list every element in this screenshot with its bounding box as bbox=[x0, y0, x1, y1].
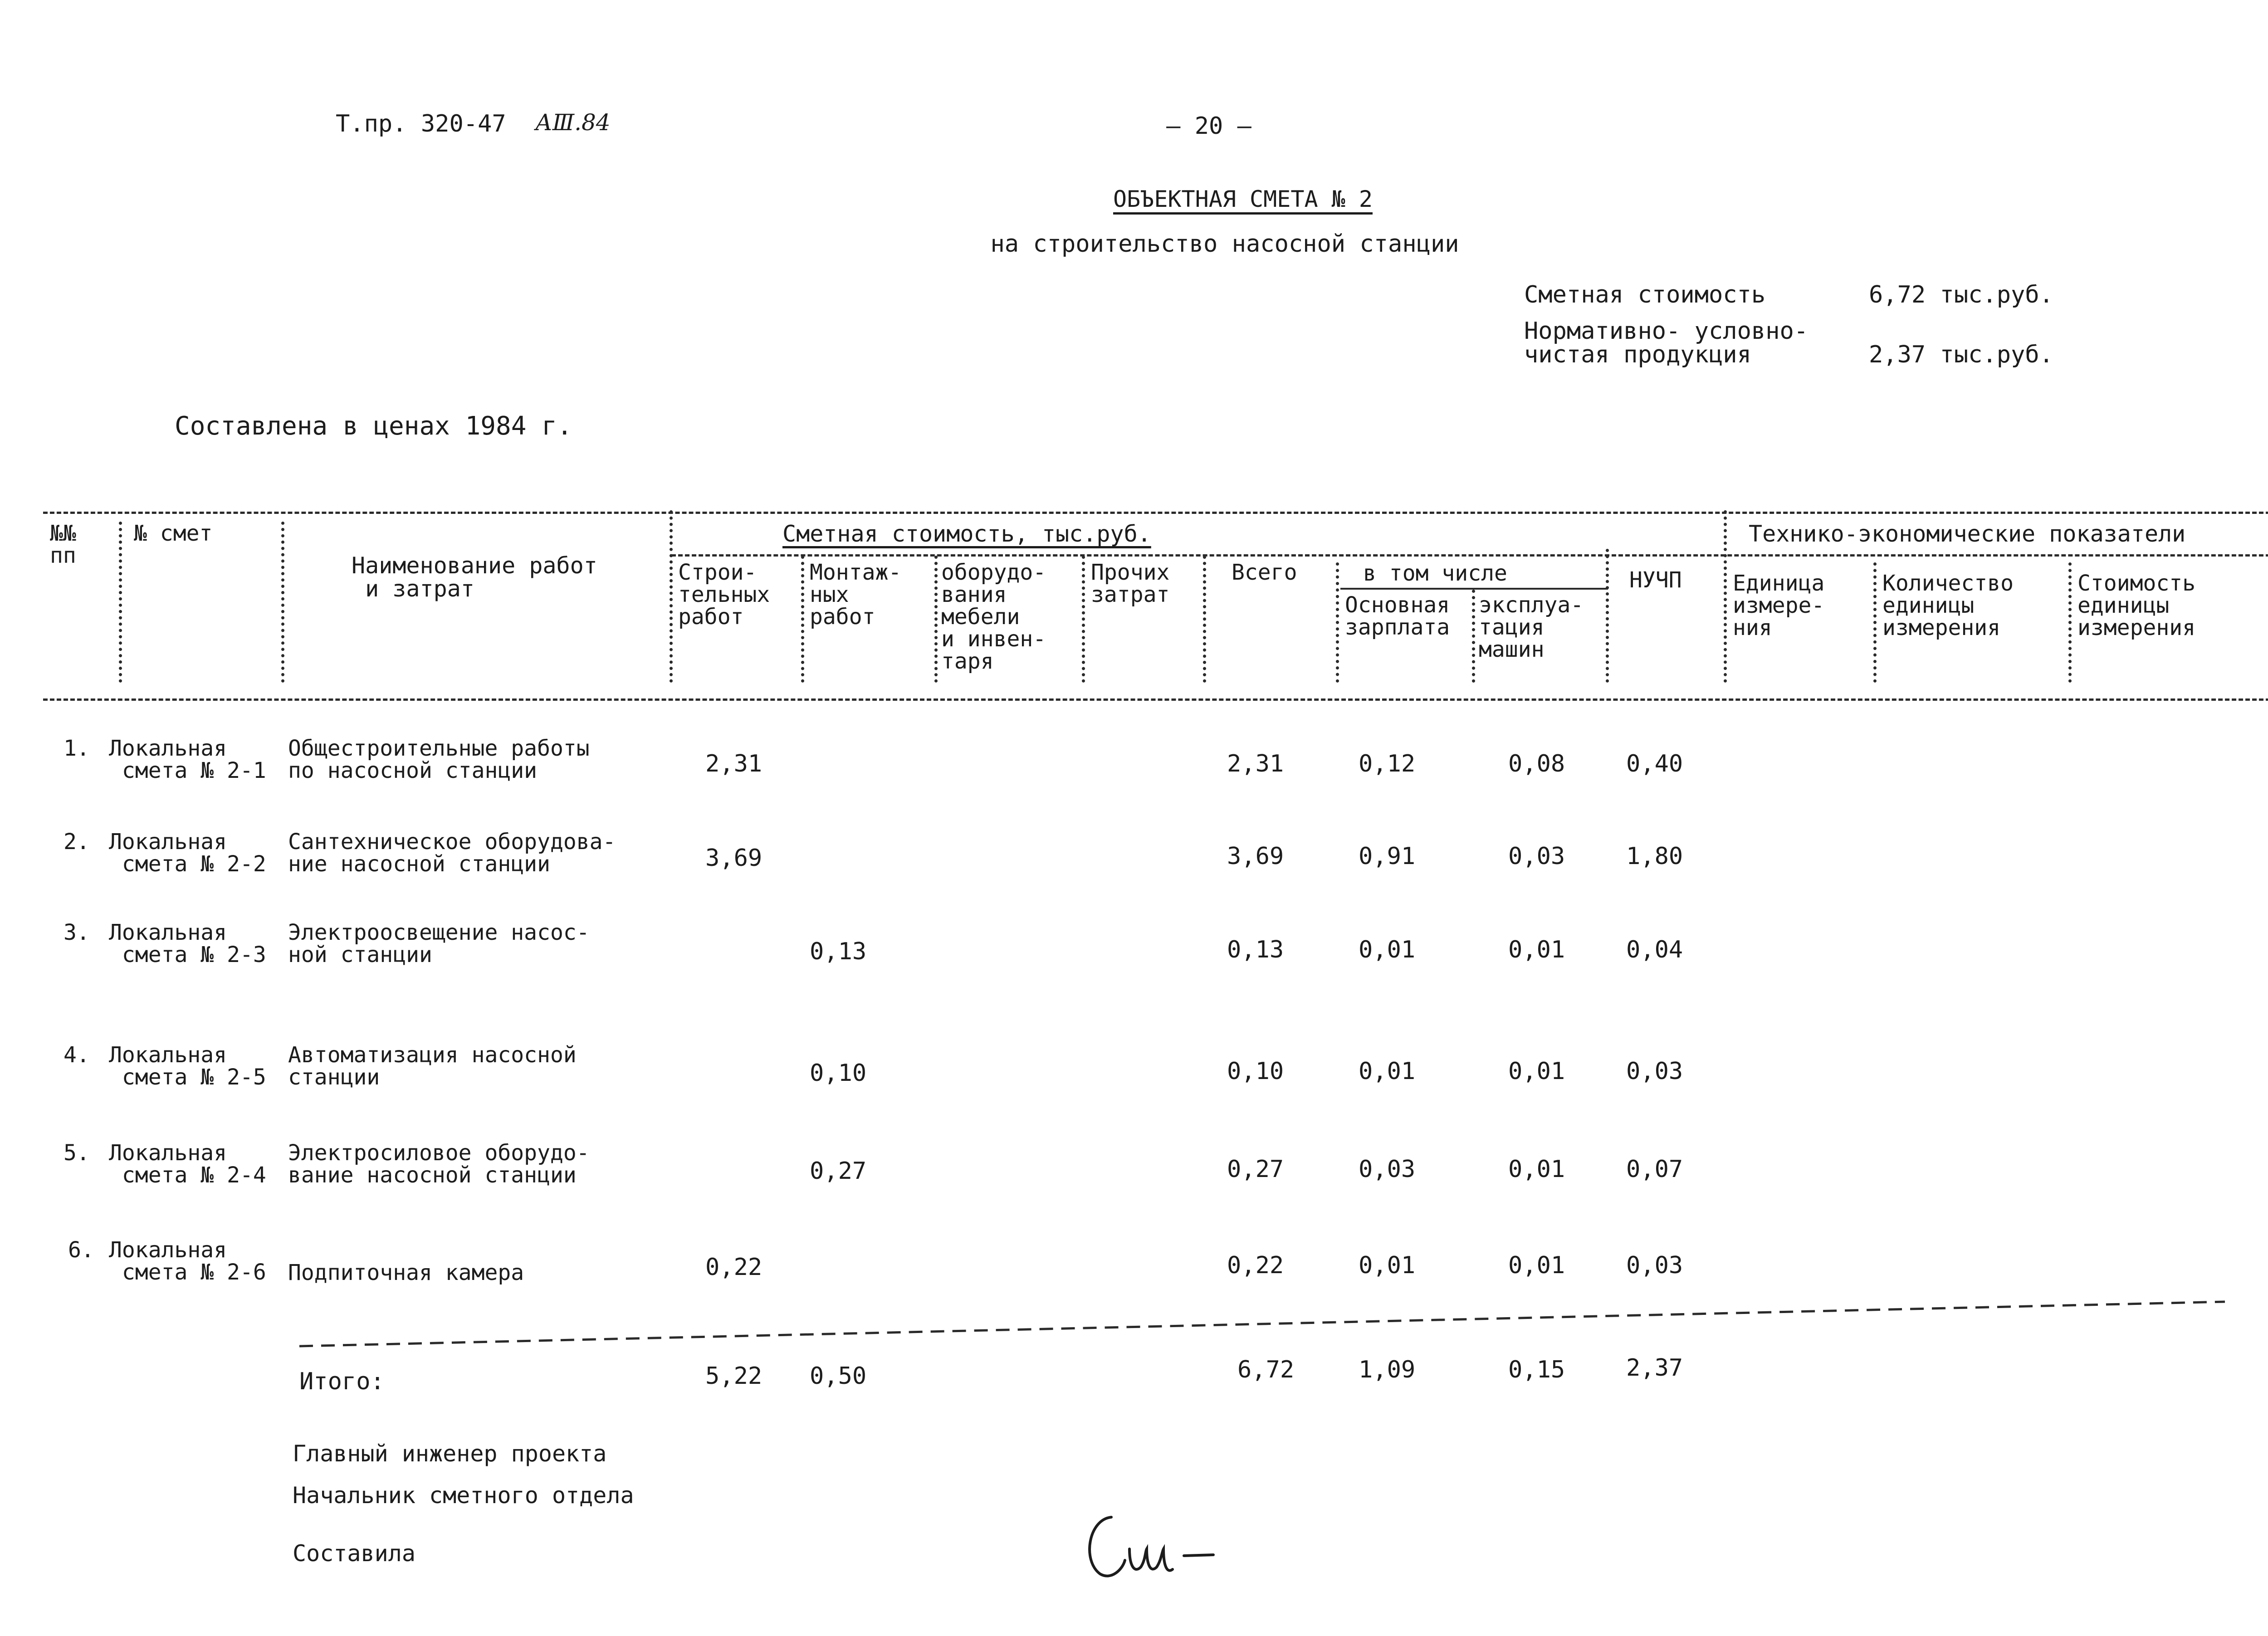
row-5-machines: 0,01 bbox=[1508, 1156, 1565, 1183]
row-6-total: 0,22 bbox=[1227, 1252, 1284, 1279]
chief-engineer-label: Главный инженер проекта bbox=[293, 1441, 607, 1467]
row-1-num: 1. bbox=[64, 736, 90, 761]
normative-product-value: 2,37 тыс.руб. bbox=[1869, 341, 2053, 368]
row-6-num: 6. bbox=[68, 1237, 94, 1263]
row-3-machines: 0,01 bbox=[1508, 936, 1565, 963]
row-4-estimate: Локальная смета № 2-5 bbox=[109, 1042, 266, 1090]
row-4-installation: 0,10 bbox=[810, 1060, 867, 1087]
row-2-construction: 3,69 bbox=[705, 845, 763, 872]
header-unit-cost: Стоимость единицы измерения bbox=[2077, 571, 2196, 640]
row-3-num: 3. bbox=[64, 920, 90, 945]
row-5-total: 0,27 bbox=[1227, 1156, 1284, 1183]
header-num: №№ пп bbox=[50, 521, 76, 568]
row-4-machines: 0,01 bbox=[1508, 1058, 1565, 1085]
row-1-total: 2,31 bbox=[1227, 750, 1284, 777]
totals-label: Итого: bbox=[299, 1368, 385, 1395]
row-4-nuchp: 0,03 bbox=[1626, 1058, 1683, 1085]
row-2-machines: 0,03 bbox=[1508, 843, 1565, 870]
header-equipment: оборудо- вания мебели и инвен- таря bbox=[941, 560, 1046, 674]
row-5-salary: 0,03 bbox=[1359, 1156, 1416, 1183]
row-1-name: Общестроительные работы по насосной станции bbox=[288, 736, 590, 783]
document-subtitle: на строительство насосной станции bbox=[990, 230, 1459, 258]
row-1-construction: 2,31 bbox=[705, 750, 763, 777]
header-unit: Единица измере- ния bbox=[1733, 571, 1825, 640]
totals-nuchp: 2,37 bbox=[1626, 1354, 1683, 1382]
row-6-salary: 0,01 bbox=[1359, 1252, 1416, 1279]
row-5-num: 5. bbox=[64, 1140, 90, 1166]
totals-total: 6,72 bbox=[1237, 1356, 1295, 1383]
document-code-handwritten: АⅢ.84 bbox=[535, 109, 611, 136]
header-installation: Монтаж- ных работ bbox=[810, 560, 902, 630]
normative-product-label-2: чистая продукция bbox=[1524, 341, 1751, 368]
header-salary: Основная зарплата bbox=[1345, 592, 1450, 640]
header-other: Прочих затрат bbox=[1091, 560, 1170, 607]
header-quantity: Количество единицы измерения bbox=[1882, 571, 2014, 640]
row-5-nuchp: 0,07 bbox=[1626, 1156, 1683, 1183]
row-6-nuchp: 0,03 bbox=[1626, 1252, 1683, 1279]
row-4-name: Автоматизация насосной станции bbox=[288, 1042, 577, 1090]
header-machines: эксплуа- тация машин bbox=[1479, 592, 1584, 662]
row-1-salary: 0,12 bbox=[1359, 750, 1416, 777]
row-1-machines: 0,08 bbox=[1508, 750, 1565, 777]
prices-note: Составлена в ценах 1984 г. bbox=[175, 411, 572, 441]
row-3-name: Электроосвещение насос- ной станции bbox=[288, 920, 590, 967]
row-2-nuchp: 1,80 bbox=[1626, 843, 1683, 870]
row-4-num: 4. bbox=[64, 1042, 90, 1068]
row-4-total: 0,10 bbox=[1227, 1058, 1284, 1085]
row-2-num: 2. bbox=[64, 829, 90, 855]
document-code: Т.пр. 320-47 bbox=[336, 110, 506, 137]
row-5-installation: 0,27 bbox=[810, 1157, 867, 1185]
row-6-machines: 0,01 bbox=[1508, 1252, 1565, 1279]
row-3-nuchp: 0,04 bbox=[1626, 936, 1683, 963]
header-construction: Строи- тельных работ bbox=[678, 560, 770, 630]
row-2-salary: 0,91 bbox=[1359, 843, 1416, 870]
header-work-name: Наименование работ и затрат bbox=[352, 552, 597, 602]
totals-machines: 0,15 bbox=[1508, 1356, 1565, 1383]
row-5-estimate: Локальная смета № 2-4 bbox=[109, 1140, 266, 1188]
row-4-salary: 0,01 bbox=[1359, 1058, 1416, 1085]
row-1-estimate: Локальная смета № 2-1 bbox=[109, 736, 266, 783]
row-3-total: 0,13 bbox=[1227, 936, 1284, 963]
totals-salary: 1,09 bbox=[1359, 1356, 1416, 1383]
normative-product-label: Нормативно- условно- bbox=[1524, 317, 1809, 345]
row-6-name: Подпиточная камера bbox=[288, 1260, 524, 1285]
header-nuchp: НУЧП bbox=[1629, 567, 1682, 593]
compiled-by-label: Составила bbox=[293, 1540, 415, 1567]
totals-construction: 5,22 bbox=[705, 1363, 763, 1390]
row-1-nuchp: 0,40 bbox=[1626, 750, 1683, 777]
row-6-estimate: Локальная смета № 2-6 bbox=[109, 1237, 266, 1285]
handwritten-signature bbox=[1080, 1506, 1225, 1587]
estimate-head-label: Начальник сметного отдела bbox=[293, 1482, 634, 1509]
header-cost-group: Сметная стоимость, тыс.руб. bbox=[782, 521, 1151, 547]
estimated-cost-value: 6,72 тыс.руб. bbox=[1869, 281, 2053, 308]
row-2-estimate: Локальная смета № 2-2 bbox=[109, 829, 266, 877]
totals-installation: 0,50 bbox=[810, 1363, 867, 1390]
header-incl-group: в том числе bbox=[1363, 561, 1507, 586]
header-estimate-no: № смет bbox=[134, 521, 213, 546]
row-2-name: Сантехническое оборудова- ние насосной станции bbox=[288, 829, 616, 877]
row-3-estimate: Локальная смета № 2-3 bbox=[109, 920, 266, 967]
header-tech-group: Технико-экономические показатели bbox=[1749, 521, 2186, 547]
estimated-cost-label: Сметная стоимость bbox=[1524, 281, 1766, 308]
document-title: ОБЪЕКТНАЯ СМЕТА № 2 bbox=[1113, 186, 1373, 212]
header-total: Всего bbox=[1232, 560, 1297, 585]
row-3-salary: 0,01 bbox=[1359, 936, 1416, 963]
page-number: – 20 – bbox=[1166, 112, 1251, 140]
row-3-installation: 0,13 bbox=[810, 938, 867, 965]
row-6-construction: 0,22 bbox=[705, 1254, 763, 1281]
row-5-name: Электросиловое оборудо- вание насосной станции bbox=[288, 1140, 590, 1188]
row-2-total: 3,69 bbox=[1227, 843, 1284, 870]
